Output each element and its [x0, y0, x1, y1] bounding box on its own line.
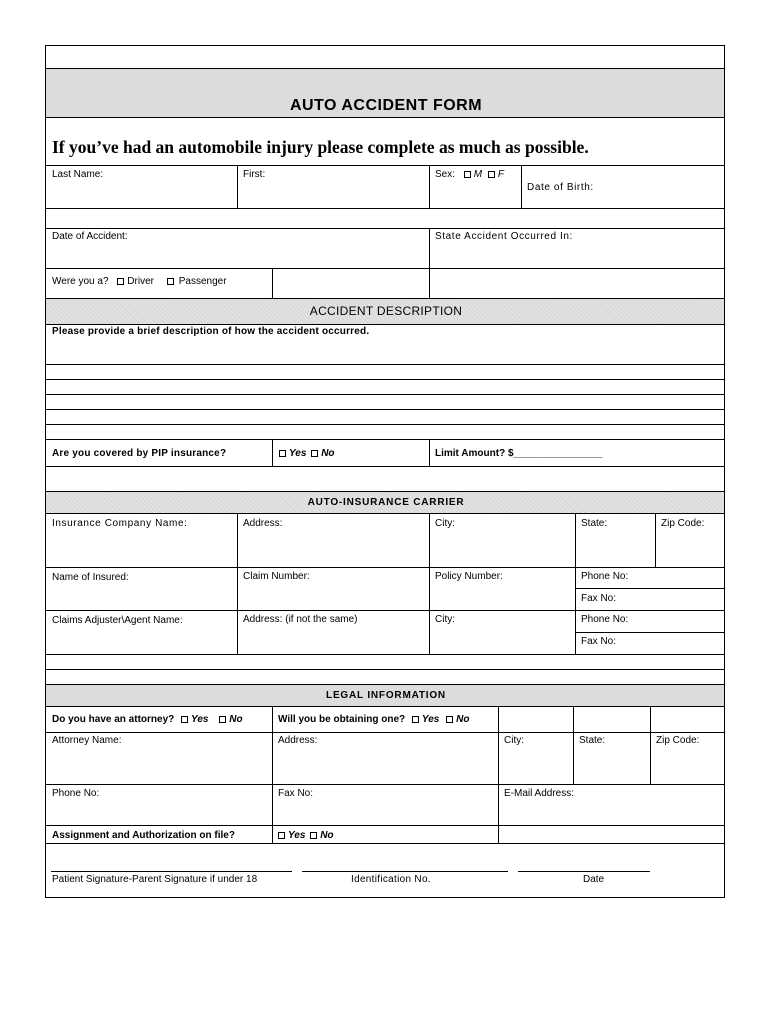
divider [46, 228, 724, 229]
attorney-phone-field[interactable]: Phone No: [52, 788, 100, 799]
driver-label: Driver [127, 276, 154, 287]
divider [429, 165, 430, 208]
description-line[interactable] [46, 379, 724, 380]
passenger-checkbox[interactable] [167, 278, 174, 285]
attorney-address-field[interactable]: Address: [278, 735, 318, 746]
assignment-yes-label: Yes [288, 830, 306, 841]
divider [272, 439, 273, 466]
auto-insurance-carrier-heading: AUTO-INSURANCE CARRIER [307, 497, 465, 508]
passenger-label: Passenger [178, 276, 227, 287]
claims-adjuster-field[interactable]: Claims Adjuster\Agent Name: [52, 615, 183, 626]
divider [46, 825, 724, 826]
patient-signature-label: Patient Signature-Parent Signature if under 18 [52, 874, 258, 885]
policy-number-field[interactable]: Policy Number: [435, 571, 503, 582]
sex-f-checkbox[interactable] [488, 171, 495, 178]
assignment-yes-checkbox[interactable] [278, 832, 285, 839]
divider [46, 706, 724, 707]
divider [46, 843, 724, 844]
divider [272, 268, 273, 298]
divider [46, 117, 724, 118]
divider [46, 268, 724, 269]
divider [46, 567, 724, 568]
assignment-no-checkbox[interactable] [310, 832, 317, 839]
attorney-email-field[interactable]: E-Mail Address: [504, 788, 575, 799]
divider [429, 228, 430, 298]
divider [46, 298, 724, 299]
divider [521, 165, 522, 208]
carrier-fax-field[interactable]: Fax No: [581, 593, 617, 604]
divider [429, 439, 430, 466]
divider [429, 513, 430, 654]
sex-m-checkbox[interactable] [464, 171, 471, 178]
accident-description-heading: ACCIDENT DESCRIPTION [309, 304, 463, 318]
attorney-zip-field[interactable]: Zip Code: [656, 735, 700, 746]
date-of-accident-field[interactable]: Date of Accident: [52, 231, 128, 242]
driver-checkbox[interactable] [117, 278, 124, 285]
divider [46, 513, 724, 514]
last-name-field[interactable]: Last Name: [52, 169, 104, 180]
divider [46, 324, 724, 325]
divider [575, 588, 724, 589]
adjuster-fax-field[interactable]: Fax No: [581, 636, 617, 647]
attorney-yes-checkbox[interactable] [181, 716, 188, 723]
attorney-yes-label: Yes [191, 714, 209, 725]
identification-line[interactable] [302, 871, 508, 872]
attorney-city-field[interactable]: City: [504, 735, 524, 746]
divider [498, 706, 499, 843]
divider [46, 165, 724, 166]
legal-information-heading: LEGAL INFORMATION [326, 690, 446, 701]
date-of-birth-field[interactable]: Date of Birth: [527, 182, 594, 193]
divider [237, 165, 238, 208]
sex-label: Sex: [435, 169, 456, 180]
patient-signature-line[interactable] [51, 871, 292, 872]
attorney-fax-field[interactable]: Fax No: [278, 788, 314, 799]
obtaining-question-label: Will you be obtaining one? [278, 714, 406, 725]
carrier-state-field[interactable]: State: [581, 518, 608, 529]
divider [46, 466, 724, 467]
carrier-address-field[interactable]: Address: [243, 518, 283, 529]
obtaining-question [278, 714, 469, 726]
attorney-no-checkbox[interactable] [219, 716, 226, 723]
attorney-question-label: Do you have an attorney? [52, 714, 175, 725]
divider [655, 513, 656, 567]
description-line[interactable] [46, 394, 724, 395]
form-title: AUTO ACCIDENT FORM [289, 97, 483, 114]
pip-question: Are you covered by PIP insurance? [52, 448, 227, 459]
description-prompt: Please provide a brief description of how the accident occurred. [52, 326, 370, 337]
sex-f-label: F [497, 169, 505, 180]
assignment-options [278, 830, 334, 842]
obtaining-no-label: No [456, 714, 470, 725]
divider [272, 706, 273, 843]
carrier-city-field[interactable]: City: [435, 518, 455, 529]
adjuster-address-field[interactable]: Address: (if not the same) [243, 614, 358, 625]
date-line[interactable] [518, 871, 650, 872]
adjuster-phone-field[interactable]: Phone No: [581, 614, 629, 625]
attorney-no-label: No [229, 714, 243, 725]
carrier-zip-field[interactable]: Zip Code: [661, 518, 705, 529]
pip-no-checkbox[interactable] [311, 450, 318, 457]
divider [46, 439, 724, 440]
divider [46, 784, 724, 785]
limit-amount-field[interactable]: Limit Amount? $________________ [435, 448, 603, 459]
first-name-field[interactable]: First: [243, 169, 266, 180]
auto-accident-form [45, 45, 725, 898]
sex-m-label: M [473, 169, 483, 180]
divider [46, 68, 724, 69]
obtaining-yes-checkbox[interactable] [412, 716, 419, 723]
pip-no-label: No [321, 448, 335, 459]
were-you-label: Were you a? [52, 276, 109, 287]
date-label: Date [583, 874, 605, 885]
assignment-no-label: No [320, 830, 334, 841]
driver-passenger-field [52, 276, 227, 288]
obtaining-no-checkbox[interactable] [446, 716, 453, 723]
obtaining-yes-label: Yes [421, 714, 440, 725]
divider [46, 654, 724, 655]
pip-options [279, 448, 335, 460]
sex-field [435, 169, 504, 181]
state-occurred-field[interactable]: State Accident Occurred In: [435, 231, 573, 242]
attorney-state-field[interactable]: State: [579, 735, 606, 746]
identification-label: Identification No. [351, 874, 431, 885]
divider [46, 208, 724, 209]
attorney-name-field[interactable]: Attorney Name: [52, 735, 122, 746]
divider [46, 684, 724, 685]
assignment-question: Assignment and Authorization on file? [52, 830, 235, 841]
description-line[interactable] [46, 364, 724, 365]
divider [46, 732, 724, 733]
divider [650, 706, 651, 784]
name-of-insured-field[interactable]: Name of Insured: [52, 572, 129, 583]
divider [573, 706, 574, 784]
adjuster-city-field[interactable]: City: [435, 614, 455, 625]
description-line[interactable] [46, 409, 724, 410]
divider [46, 491, 724, 492]
divider [237, 513, 238, 654]
divider [46, 610, 724, 611]
pip-yes-checkbox[interactable] [279, 450, 286, 457]
divider [46, 669, 724, 670]
intro-heading: If you’ve had an automobile injury please complete as much as possible. [52, 137, 589, 157]
carrier-phone-field[interactable]: Phone No: [581, 571, 629, 582]
divider [575, 632, 724, 633]
attorney-question [52, 714, 243, 726]
insurance-company-field[interactable]: Insurance Company Name: [52, 518, 188, 529]
claim-number-field[interactable]: Claim Number: [243, 571, 310, 582]
description-line[interactable] [46, 424, 724, 425]
pip-yes-label: Yes [289, 448, 307, 459]
